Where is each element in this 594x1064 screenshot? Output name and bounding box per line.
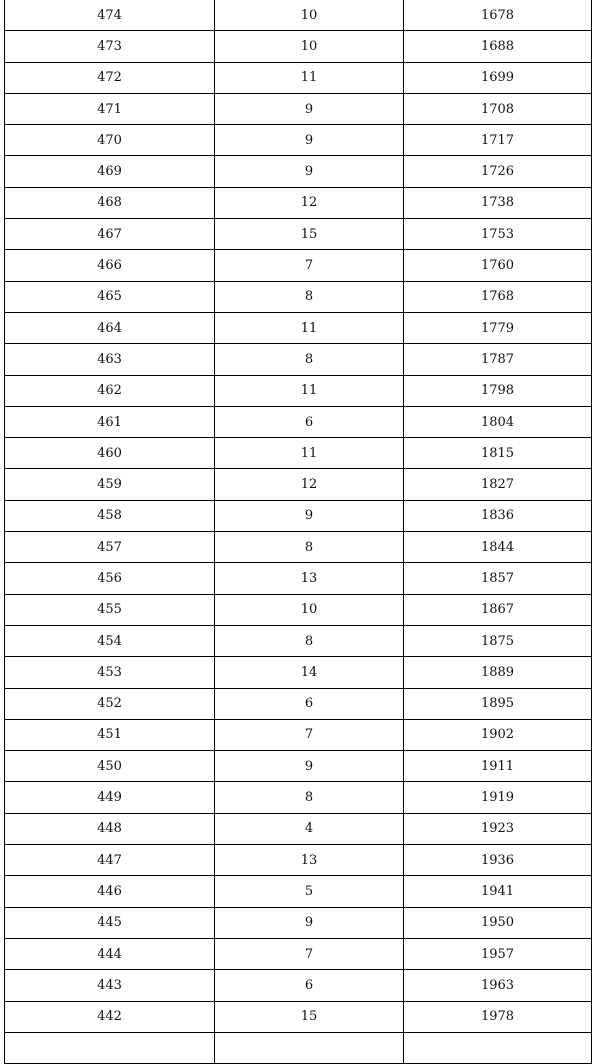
table-row <box>5 970 592 1001</box>
count-cell: 9 <box>215 93 404 124</box>
cumulative-cell: 1911 <box>404 751 592 782</box>
score-cell <box>5 1032 215 1063</box>
cumulative-cell: 1779 <box>404 312 592 343</box>
count-cell: 14 <box>215 657 404 688</box>
table-row <box>5 751 592 782</box>
count-cell: 12 <box>215 187 404 218</box>
count-cell: 13 <box>215 845 404 876</box>
table-row <box>5 938 592 969</box>
score-cell: 451 <box>5 719 215 750</box>
count-cell: 7 <box>215 250 404 281</box>
table-row <box>5 532 592 563</box>
cumulative-cell: 1902 <box>404 719 592 750</box>
cumulative-cell: 1798 <box>404 375 592 406</box>
cumulative-cell: 1804 <box>404 406 592 437</box>
table-row <box>5 782 592 813</box>
score-cell: 472 <box>5 62 215 93</box>
count-cell: 8 <box>215 625 404 656</box>
score-cell: 464 <box>5 312 215 343</box>
table-row <box>5 281 592 312</box>
score-cell: 449 <box>5 782 215 813</box>
count-cell: 11 <box>215 375 404 406</box>
count-cell: 13 <box>215 563 404 594</box>
score-cell: 457 <box>5 532 215 563</box>
count-cell: 7 <box>215 938 404 969</box>
count-cell: 11 <box>215 438 404 469</box>
table-row <box>5 125 592 156</box>
score-cell: 473 <box>5 31 215 62</box>
cumulative-cell: 1753 <box>404 219 592 250</box>
score-cell: 452 <box>5 688 215 719</box>
cumulative-cell: 1875 <box>404 625 592 656</box>
count-cell: 8 <box>215 344 404 375</box>
cumulative-cell: 1815 <box>404 438 592 469</box>
table-row <box>5 250 592 281</box>
table-row <box>5 657 592 688</box>
score-table-body <box>5 0 592 1064</box>
score-cell: 443 <box>5 970 215 1001</box>
table-row <box>5 876 592 907</box>
table-row <box>5 31 592 62</box>
count-cell: 10 <box>215 594 404 625</box>
count-cell: 15 <box>215 1001 404 1032</box>
score-cell: 460 <box>5 438 215 469</box>
cumulative-cell: 1787 <box>404 344 592 375</box>
table-row <box>5 438 592 469</box>
score-table-container <box>4 0 591 1064</box>
table-row <box>5 625 592 656</box>
cumulative-cell: 1726 <box>404 156 592 187</box>
cumulative-cell: 1678 <box>404 0 592 31</box>
table-row <box>5 594 592 625</box>
score-cell: 467 <box>5 219 215 250</box>
cumulative-cell: 1867 <box>404 594 592 625</box>
count-cell: 15 <box>215 219 404 250</box>
count-cell: 7 <box>215 719 404 750</box>
count-cell: 11 <box>215 62 404 93</box>
count-cell: 6 <box>215 406 404 437</box>
count-cell: 8 <box>215 532 404 563</box>
score-cell: 458 <box>5 500 215 531</box>
table-row <box>5 187 592 218</box>
score-cell: 450 <box>5 751 215 782</box>
count-cell: 9 <box>215 907 404 938</box>
cumulative-cell: 1919 <box>404 782 592 813</box>
cumulative-cell: 1717 <box>404 125 592 156</box>
score-cell: 446 <box>5 876 215 907</box>
count-cell: 9 <box>215 751 404 782</box>
cumulative-cell: 1844 <box>404 532 592 563</box>
table-row <box>5 845 592 876</box>
table-row <box>5 469 592 500</box>
count-cell: 4 <box>215 813 404 844</box>
count-cell: 10 <box>215 0 404 31</box>
table-row <box>5 344 592 375</box>
count-cell <box>215 1032 404 1063</box>
cumulative-cell: 1895 <box>404 688 592 719</box>
table-row <box>5 719 592 750</box>
cumulative-cell: 1957 <box>404 938 592 969</box>
count-cell: 10 <box>215 31 404 62</box>
table-row <box>5 312 592 343</box>
count-cell: 9 <box>215 500 404 531</box>
table-row <box>5 1032 592 1063</box>
score-cell: 454 <box>5 625 215 656</box>
score-cell: 474 <box>5 0 215 31</box>
cumulative-cell: 1760 <box>404 250 592 281</box>
score-cell: 448 <box>5 813 215 844</box>
score-cell: 456 <box>5 563 215 594</box>
score-cell: 466 <box>5 250 215 281</box>
cumulative-cell: 1688 <box>404 31 592 62</box>
score-cell: 462 <box>5 375 215 406</box>
count-cell: 12 <box>215 469 404 500</box>
table-row <box>5 1001 592 1032</box>
count-cell: 11 <box>215 312 404 343</box>
table-row <box>5 688 592 719</box>
cumulative-cell: 1936 <box>404 845 592 876</box>
score-cell: 447 <box>5 845 215 876</box>
score-table <box>4 0 592 1064</box>
table-row <box>5 907 592 938</box>
score-cell: 469 <box>5 156 215 187</box>
table-row <box>5 93 592 124</box>
cumulative-cell <box>404 1032 592 1063</box>
score-cell: 444 <box>5 938 215 969</box>
table-row <box>5 0 592 31</box>
cumulative-cell: 1836 <box>404 500 592 531</box>
cumulative-cell: 1738 <box>404 187 592 218</box>
cumulative-cell: 1963 <box>404 970 592 1001</box>
cumulative-cell: 1941 <box>404 876 592 907</box>
count-cell: 9 <box>215 125 404 156</box>
cumulative-cell: 1857 <box>404 563 592 594</box>
score-cell: 442 <box>5 1001 215 1032</box>
cumulative-cell: 1768 <box>404 281 592 312</box>
count-cell: 8 <box>215 281 404 312</box>
count-cell: 6 <box>215 688 404 719</box>
score-cell: 465 <box>5 281 215 312</box>
count-cell: 9 <box>215 156 404 187</box>
count-cell: 8 <box>215 782 404 813</box>
cumulative-cell: 1708 <box>404 93 592 124</box>
table-row <box>5 500 592 531</box>
cumulative-cell: 1889 <box>404 657 592 688</box>
score-cell: 471 <box>5 93 215 124</box>
score-cell: 445 <box>5 907 215 938</box>
table-row <box>5 563 592 594</box>
table-row <box>5 219 592 250</box>
count-cell: 6 <box>215 970 404 1001</box>
score-cell: 468 <box>5 187 215 218</box>
table-row <box>5 375 592 406</box>
score-cell: 470 <box>5 125 215 156</box>
table-row <box>5 62 592 93</box>
score-cell: 453 <box>5 657 215 688</box>
count-cell: 5 <box>215 876 404 907</box>
cumulative-cell: 1978 <box>404 1001 592 1032</box>
score-cell: 459 <box>5 469 215 500</box>
cumulative-cell: 1827 <box>404 469 592 500</box>
cumulative-cell: 1950 <box>404 907 592 938</box>
cumulative-cell: 1699 <box>404 62 592 93</box>
table-row <box>5 813 592 844</box>
score-cell: 463 <box>5 344 215 375</box>
table-row <box>5 156 592 187</box>
score-cell: 455 <box>5 594 215 625</box>
cumulative-cell: 1923 <box>404 813 592 844</box>
score-cell: 461 <box>5 406 215 437</box>
table-row <box>5 406 592 437</box>
